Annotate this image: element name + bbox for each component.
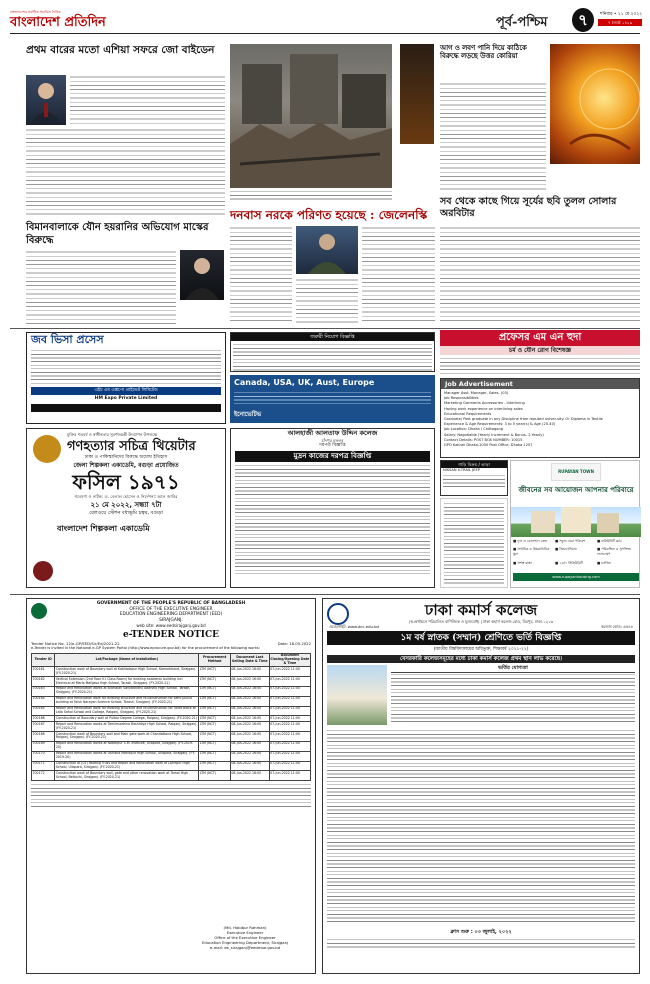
gov-line-2: OFFICE OF THE EXECUTIVE ENGINEER: [129, 606, 213, 612]
college-notice-body: [235, 464, 430, 576]
tender-cell: Construction of (01) Roofing Truss and Repair and Renovation work at Lahirpur High School, Ullapara, Sirajganj. (FY-2020-21): [55, 761, 199, 771]
tender-cell: LTM (NCT): [199, 751, 231, 761]
tender-header-row: [32, 653, 311, 667]
tender-header-cell: Document Last Selling Date & Time: [230, 653, 269, 667]
job-ad-body: [441, 389, 639, 450]
tender-cell: 07-Jun-2022 11:00: [269, 732, 310, 742]
tender-cell: 700162: [32, 677, 55, 687]
tender-header-cell: Procurement Method: [199, 653, 231, 667]
tender-cell: 700166: [32, 716, 55, 722]
theatre-title: গণহত্যার সচিত্র থিয়েটার: [67, 439, 196, 454]
realestate-feature: ■ জিমনেসিয়াম: [555, 547, 577, 552]
tender-intro: e-Tender is invited in the National e-GP System Portal (http://www.eprocure.gov.bd) for the procurement of the following works:: [31, 645, 260, 650]
job-ad-line: Marketing Garments Accessories - Interlining: [444, 401, 525, 406]
commerce-web: ওয়েবসাইট: www.dcc.edu.bd: [329, 624, 379, 629]
tender-cell: 700172: [32, 771, 55, 781]
sun-surface-image: [550, 44, 640, 164]
tender-cell: 07-Jun-2022 11:00: [269, 686, 310, 696]
tender-cell: 700164: [32, 696, 55, 706]
fire-photo: [400, 44, 434, 144]
tender-cell: Repair and Renovation work for existing structure and re-construction for semi pucca building at Taluk Narayan Science School, Tarash, Sirajganj. (FY-2020-21): [55, 696, 199, 706]
college-logo-icon: [327, 603, 349, 625]
tender-header-cell: Tender ID: [32, 653, 55, 667]
war-ruins-photo: [230, 44, 392, 188]
job-ad-line: Graduate/ Post graduate in any Discipline from reputed univer-sity. Or Diploma in Textile: [444, 417, 603, 422]
tender-cell: 07-Jun-2022 11:00: [269, 716, 310, 722]
ad-body: [234, 391, 431, 405]
tender-cell: LTM (NCT): [199, 722, 231, 732]
tender-cell: 700161: [32, 667, 55, 677]
signature-name: (Md. Habibur Rahman): [223, 925, 267, 930]
canada-title: Canada, USA, UK, Aust, Europe: [234, 378, 375, 387]
college-tender-ad: [230, 428, 435, 588]
story-body: [230, 226, 292, 324]
car-title: গাড়ি বিক্রয় / ভাড়া: [441, 461, 507, 468]
realestate-feature: ■ কমিউনিটি ক্লাব: [597, 539, 622, 543]
tender-cell: LTM (NCT): [199, 677, 231, 687]
signature-title: Executive Engineer: [226, 930, 264, 935]
tender-cell: Vertical Extension (2nd floor 01 Class Room) for existing academic building incl Electrical at Maria Mafgasa High School, Tarash, Sirajganj. (FY-2020-21): [55, 677, 199, 687]
tender-cell: LTM (NCT): [199, 706, 231, 716]
theatre-date: ২১ মে ২০২২, সন্ধ্যা ৭টা: [90, 501, 162, 509]
story-body: [26, 250, 176, 324]
job-ad-line: Salary: Negotiable (Yearly Increment & Bonus- 2 Yearly): [444, 432, 544, 437]
realestate-tagline: জীবনের সব আয়োজন আপনার পরিবারে: [518, 485, 634, 494]
table-row: [32, 761, 311, 771]
eligibility-body: [391, 673, 635, 723]
tender-cell: LTM (NCT): [199, 761, 231, 771]
professor-body: [440, 357, 640, 375]
bd-govt-emblem-icon: [31, 603, 47, 619]
theatre-line: ঢাকা ও পাকিস্তানিদের বিরুদ্ধে অমোঘ ইতিহাস: [84, 455, 168, 460]
small-classified-ad: [440, 498, 508, 588]
tender-cell: 08-Jun-2022 16:00: [230, 686, 269, 696]
table-row: [32, 741, 311, 751]
classified-body: [444, 502, 504, 584]
commerce-session: (জাতীয় বিশ্ববিদ্যালয়ের অধিভুক্ত, শিক্ষাবর্ষ ২০২১-২২): [433, 647, 529, 652]
theatre-credit: গবেষণা ও নাটক: ড. বেলাল হোসেন ও নির্দেশনা: আল জাবির: [74, 494, 178, 499]
tender-cell: 700163: [32, 686, 55, 696]
rupayan-brand: RUPAYAN TOWN: [558, 469, 594, 474]
headline-sun: সব থেকে কাছে গিয়ে সূর্যের ছবি তুলল সোলার অরবিটার: [440, 196, 617, 219]
theatre-academy: জেলা শিল্পকলা একাডেমি, বগুড়া প্রযোজিত: [73, 462, 179, 469]
building-photo: [511, 507, 641, 537]
tender-cell: LTM (NCT): [199, 716, 231, 722]
realestate-features: [513, 539, 639, 569]
theatre-ad: [26, 428, 226, 588]
table-row: [32, 732, 311, 742]
job-ad-line: Having work experience on interlining sales: [444, 406, 523, 411]
tender-cell: 08-Jun-2022 16:00: [230, 667, 269, 677]
sun-photo: [550, 44, 640, 164]
e-tender-notice: [26, 598, 316, 974]
logo-text: বাংলাদেশ প্রতিদিন: [10, 15, 106, 30]
ruins-image: [230, 44, 392, 188]
date-line-bangla: ৭ জ্যৈষ্ঠ ১৪২৯: [598, 19, 642, 26]
notice-body: [233, 343, 432, 371]
tender-terms: [31, 783, 311, 809]
gov-line-4: SIRAJGANJ.: [159, 617, 183, 623]
tender-cell: 08-Jun-2022 16:00: [230, 771, 269, 781]
college-notice-banner: মুদ্রন কাজের দরপত্র বিজ্ঞপ্তি: [235, 451, 430, 462]
tender-cell: 08-Jun-2022 16:00: [230, 751, 269, 761]
college-notice-title: দরপত্র বিজ্ঞপ্তি: [319, 443, 346, 448]
biden-photo: [26, 75, 66, 125]
campus-photo: [327, 665, 387, 725]
tender-cell: LTM (NCT): [199, 667, 231, 677]
realestate-feature: ■ সবুজ ঘেরা পরিবেশ: [555, 539, 586, 543]
realestate-feature: ■ পরিকল্পিত ও সুসজ্জিত ল্যান্ডস্কেপ: [597, 547, 631, 557]
gov-line-3: EDUCATION ENGINEERING DEPARTMENT (EED): [119, 612, 223, 618]
realestate-website: www.rupayanhousing.com: [513, 573, 639, 581]
commerce-name: ঢাকা কমার্স কলেজ: [424, 601, 538, 619]
tender-cell: 08-Jun-2022 16:00: [230, 677, 269, 687]
commerce-banner: ১ম বর্ষ স্নাতক (সম্মান) শ্রেণিতে ভর্তি বিজ্ঞপ্তি: [327, 631, 635, 645]
story-body: [26, 128, 225, 216]
realestate-feature: ■ প্রশস্ত রাস্তা: [513, 560, 532, 565]
tender-cell: 08-Jun-2022 16:00: [230, 696, 269, 706]
tender-cell: 07-Jun-2022 11:00: [269, 667, 310, 677]
tender-cell: Repair and Renovation works at Ushisna Manikpur High School, Ullapara, Sirajganj. (FY-2019-20): [55, 751, 199, 761]
professor-subtitle: চর্ম ও যৌন রোগ বিশেষজ্ঞ: [440, 346, 640, 355]
tender-cell: LTM (NCT): [199, 696, 231, 706]
divider: [10, 328, 640, 329]
signature-dept: Education Engineering Department, Sirajganj: [201, 940, 289, 945]
tender-cell: 700167: [32, 722, 55, 732]
theatre-venue: রেলওয়ে স্টেশন বধ্যভূমি চত্বর, বগুড়া: [89, 510, 163, 516]
tender-cell: Construction of Boundary wall at Pulbor Degree College, Raiganj, Sirajganj. (FY-2020-21): [55, 715, 198, 720]
ad-body: [31, 349, 221, 385]
tender-cell: Repair and Renovation works at Tamimsadrina Rashidiya High School, Raiganj, Sirajganj. (FY-2020-21): [55, 721, 198, 730]
story-body: [440, 82, 546, 190]
tender-cell: 07-Jun-2022 11:00: [269, 677, 310, 687]
table-row: [32, 706, 311, 716]
tender-table: [31, 653, 311, 782]
dhaka-commerce-college-ad: [322, 598, 640, 974]
headline-korea: আগ ও লবণ পানি দিয়ে কাঠিকে বিরুদ্ধে লড়ছে উত্তর কোরিয়া: [440, 44, 527, 61]
ad-contact: [31, 404, 221, 412]
story-body: [70, 75, 225, 125]
tender-cell: 07-Jun-2022 11:00: [269, 761, 310, 771]
divider: [10, 594, 640, 595]
tender-cell: Construction work of Boundary wall at Kabiladapur High School, Kamarkhand, Sirajganj. (FY-2020-21): [55, 667, 199, 677]
table-row: [32, 751, 311, 761]
commerce-class-start: ক্লাস শুরু : ০৩ জুলাই, ২০২২: [450, 929, 512, 935]
professor-title: প্রফেসর এম এন হুদা: [440, 330, 640, 346]
job-visa-ad: [26, 332, 226, 424]
tender-cell: 08-Jun-2022 16:00: [230, 741, 269, 751]
tender-cell: 08-Jun-2022 16:00: [230, 732, 269, 742]
notice-title: জরুরী নিয়োগ বিজ্ঞপ্তি: [231, 333, 434, 341]
tender-date: Date: 18.05.2022: [277, 640, 311, 646]
tender-cell: 07-Jun-2022 11:00: [269, 741, 310, 751]
job-ad-line: GPO Kakrail Dhaka-1000 Post Office, Dhaka 1207: [444, 443, 533, 448]
job-ad-line: Contact Details: POST BOX NUMBER: 10015: [444, 437, 523, 442]
masthead: [10, 8, 640, 34]
story-body: [296, 278, 358, 324]
realestate-feature: ■ মসজিদ: [597, 560, 612, 565]
tender-cell: Repair and Renovation works at Bilchalan Sanjibandhu Adarsha High School, Tarash, Sirajganj. (FY-2020-21): [55, 686, 199, 696]
rupayan-logo: [551, 463, 601, 481]
table-row: [32, 686, 311, 696]
job-ad-title: Job Advertisement: [441, 379, 639, 389]
logo: [10, 10, 170, 32]
tender-cell: LTM (NCT): [199, 741, 231, 751]
poster-emblem-icon: [33, 435, 61, 463]
gov-website: web site: www.eedsirajganj.gov.bd: [136, 623, 206, 629]
car-sale-ad: [440, 460, 508, 496]
tender-cell: 08-Jun-2022 16:00: [230, 716, 269, 722]
job-ad-line: Educational Requirements: [444, 411, 492, 416]
zelensky-photo: [296, 226, 358, 274]
job-visa-company-tag: এইচ এম এক্সপো প্রাইভেট লিমিটেড: [31, 387, 221, 395]
signature-email: e-mail: ee_sirajganj@eedmoe.gov.bd: [209, 945, 281, 950]
tender-memo: Tender Notice No: 12/e-GP/EED/Sir/Ed/2021-22: [31, 640, 120, 646]
commerce-body: [327, 729, 635, 925]
commerce-eligibility-label: ভর্তির যোগ্যতা: [391, 665, 635, 673]
story-body: [440, 226, 640, 324]
headline-asia: প্রথম বারের মতো এশিয়া সফরে জো বাইডেন: [26, 44, 215, 56]
building-image: [511, 507, 641, 537]
canada-brand: ইনোভেটিভ: [234, 411, 262, 418]
tender-cell: Construction work of Boundary wall, gate and other renovation work at Tamai High School, Belkuchi, Sirajganj. (FY-2020-21): [55, 771, 199, 781]
tender-cell: 07-Jun-2022 11:00: [269, 771, 310, 781]
tender-cell: 07-Jun-2022 11:00: [269, 722, 310, 732]
realestate-feature: ■ প্রাথমিক ও উচ্চমাধ্যমিক স্কুল: [513, 547, 550, 557]
tender-cell: 700165: [32, 706, 55, 716]
job-ad-line: Experience & Age Requirements: 3 to 5 year(s) & Age (25-40): [444, 422, 556, 427]
table-row: [32, 667, 311, 677]
tender-cell: 700171: [32, 761, 55, 771]
tender-cell: 700170: [32, 751, 55, 761]
academy-logo-icon: [33, 561, 53, 581]
job-visa-company: HM Expo Private Limited: [94, 396, 158, 401]
college-name: আলহাজী আলতাফ উদ্দিন কলেজ: [287, 429, 378, 437]
theatre-org: বাংলাদেশ শিল্পকলা একাডেমি: [57, 524, 150, 533]
important-notice-ad: [230, 332, 435, 372]
job-ad-line: Job Responsibilities: [444, 396, 479, 401]
tender-cell: 700169: [32, 741, 55, 751]
canada-visa-ad: [230, 375, 435, 423]
table-row: [32, 696, 311, 706]
tender-cell: 08-Jun-2022 16:00: [230, 761, 269, 771]
commerce-quote: বেসরকারি কলেজসমূহের মধ্যে ঢাকা কমার্স কলেজ প্রথম স্থান লাভ করেছে।: [327, 655, 635, 663]
table-row: [32, 771, 311, 781]
job-ad-line: Job Location: Dhaka / Chittagong: [444, 427, 504, 432]
college-location: চাঁদপুর মতলব: [321, 438, 344, 443]
signature-office: Office of the Executive Engineer: [214, 935, 276, 940]
tender-header-cell: Document Closing/Opening Date & Time: [270, 653, 310, 665]
logo-tagline: বাংলাদেশের সর্বাধিক প্রচারিত দৈনিক: [10, 10, 61, 14]
tender-cell: 700168: [32, 732, 55, 742]
tender-cell: LTM (NCT): [199, 732, 231, 742]
story-body: [362, 226, 435, 324]
theatre-intro: মুক্তির শতবর্ষ ও স্বাধীনতার সুবর্ণজয়ন্তী উদযাপন উপলক্ষে: [67, 432, 158, 437]
tender-cell: Repair and Renovation work for existing structure and re-construction for Toilet block at Lata Sahal School and College, Raiganj, Sirajganj. (FY-2020-21): [55, 706, 199, 716]
musk-photo: [180, 250, 224, 300]
headline-musk: বিমানবালাকে যৌন হয়রানির অভিযোগ মাস্কের বিরুদ্ধে: [26, 222, 209, 246]
tender-cell: LTM (NCT): [199, 771, 231, 781]
theatre-play: ফসিল ১৯৭১: [72, 470, 180, 494]
realestate-feature: ■ ২৪/৭ সিকিউরিটি: [555, 560, 583, 565]
tender-title: e-TENDER NOTICE: [122, 629, 220, 640]
commerce-footer: [327, 938, 635, 948]
professor-ad: [440, 330, 640, 376]
gov-line-1: GOVERNMENT OF THE PEOPLE'S REPUBLIC OF BANGLADESH: [96, 601, 246, 606]
photo-caption: [230, 190, 392, 202]
page-number-badge: [572, 8, 594, 32]
tender-cell: 08-Jun-2022 16:00: [230, 722, 269, 732]
real-estate-ad: [510, 460, 640, 588]
tender-cell: Construction work of Boundary wall and Main gate work at Chandaikona High School, Raiganj, Sirajganj. (FY-2020-21): [55, 732, 199, 742]
section-name: পূর্ব-পশ্চিম: [496, 15, 548, 30]
tender-cell: Repair and Renovation works at Nobarpur S.M. Institute, Ullapara, Sirajganj. (FY-2019-20): [55, 741, 199, 751]
table-row: [32, 722, 311, 732]
page-number: ৭: [578, 11, 588, 29]
zelensky-figure-icon: [296, 226, 358, 274]
musk-figure-icon: [180, 250, 224, 300]
biden-figure-icon: [26, 75, 66, 125]
tender-cell: 07-Jun-2022 11:00: [269, 706, 310, 716]
job-visa-title: জব ভিসা প্রসেস: [31, 333, 104, 346]
tender-cell: LTM (NCT): [199, 686, 231, 696]
date-line: শনিবার • ২১ মে ২০২২: [599, 12, 642, 17]
job-ad-line: Manager Asst. Manager, Sales- (03): [444, 391, 509, 395]
commerce-code: কলেজ কোড: ৬৫৪৪: [600, 624, 633, 629]
job-advertisement: [440, 378, 640, 458]
commerce-subtitle: (স্ব-অর্থায়নে পরিচালিত বাণিজ্যিক ও মূল্যবোধ) | ঢাকা কমার্স কলেজ রোড, মিরপুর, ঢাকা-১২১৬: [408, 619, 554, 624]
tender-cell: 08-Jun-2022 16:00: [230, 706, 269, 716]
headline-zelensky: দনবাস নরকে পরিণত হয়েছে : জেলেনস্কি: [230, 208, 428, 222]
tender-cell: 07-Jun-2022 11:00: [269, 696, 310, 706]
tender-header-cell: Lot/Package (Name of installation): [55, 653, 199, 667]
realestate-feature: ■ ফুল ও কোলাহল কেন্দ্র: [513, 539, 548, 543]
table-row: [32, 677, 311, 687]
car-body: [443, 474, 505, 490]
tender-cell: 07-Jun-2022 11:00: [269, 751, 310, 761]
car-model: NISSAN X-TRAIL JEEP: [443, 468, 480, 472]
